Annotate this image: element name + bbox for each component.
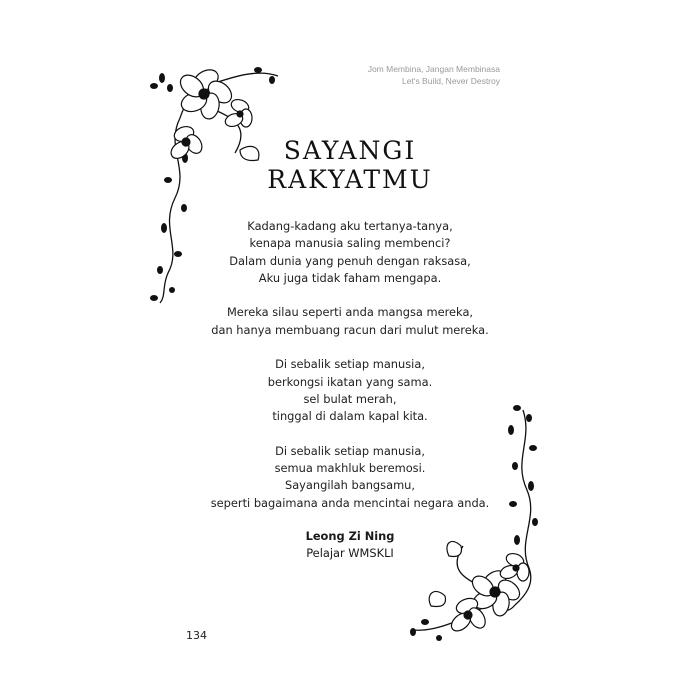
poem-line: Kadang-kadang aku tertanya-tanya, (247, 219, 453, 233)
floral-corner-bottom-right-icon (405, 400, 555, 650)
poem-line: Mereka silau seperti anda mangsa mereka, (226, 305, 474, 320)
header-line-malay: Jom Membina, Jangan Membinasa (367, 64, 500, 74)
page-number: 134 (186, 629, 207, 642)
poem-line: berkongsi ikatan yang sama. (267, 374, 433, 389)
poem-line: seperti bagaimana anda mencintai negara anda. (210, 495, 490, 510)
running-header (368, 63, 500, 87)
poem-line: tinggal di dalam kapal kita. (272, 409, 428, 424)
poem-line: Di sebalik setiap manusia, (275, 357, 425, 372)
poem-line: Dalam dunia yang penuh dengan raksasa, (229, 253, 471, 268)
header-line-english: Let's Build, Never Destroy (402, 76, 500, 86)
author-name: Leong Zi Ning (305, 529, 395, 543)
title-line-2: RAKYATMU (267, 165, 433, 194)
poem-line: Di sebalik setiap manusia, (275, 443, 425, 458)
author-role: Pelajar WMSKLI (306, 546, 394, 561)
poem-line: kenapa manusia saling membenci? (249, 236, 451, 251)
poem-line: Sayangilah bangsamu, (284, 478, 416, 493)
poem-line: Aku juga tidak faham mengapa. (258, 270, 442, 285)
poem-title (200, 136, 500, 194)
poem-line: sel bulat merah, (303, 391, 397, 406)
poem-line: dan hanya membuang racun dari mulut mereka. (211, 322, 489, 337)
stanza (160, 304, 540, 339)
stanza (160, 218, 540, 287)
title-line-1: SAYANGI (283, 136, 417, 165)
poem-line: semua makhluk beremosi. (274, 461, 426, 476)
